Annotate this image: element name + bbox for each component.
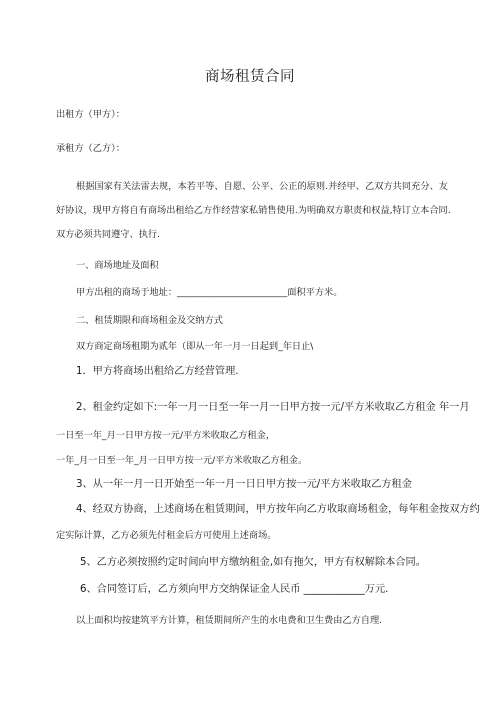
clause-2-line-2: 一日至一年_月一日甲方按一元/平方米收取乙方租金， [56,430,276,441]
clause-4-line-2: 定实际计算，乙方必须先付租金后方可使用上述商场。 [56,530,277,541]
clause-6: 6、合同签订后，乙方须向甲方交纳保证金人民币 ____________万元. [80,584,389,595]
clause-1: 1．甲方将商场出租给乙方经营管理. [76,366,239,377]
clause-2-line-3: 一年_月一日至一年_月一日甲方按一元/平方米收取乙方租金。 [56,455,308,466]
closing-note: 以上面积均按建筑平方计算，租赁期间所产生的水电费和卫生费由乙方自理. [76,615,383,626]
lessee-label: 承租方（乙方）： [56,143,125,154]
document-title: 商场租赁合同 [205,69,295,85]
clause-3: 3、从一年一月一日开始至一年一月一日日甲方按一元/平方米收取乙方租金 [76,479,412,490]
section-2-heading: 二、租赁期限和商场租金及交纳方式 [76,315,223,326]
section-2-text: 双方商定商场租期为贰年（即从一年一月一日起到_年日止\ [76,341,314,352]
intro-paragraph-line-1: 根据国家有关法雷去规，本若平等、自愿、公平、公正的原则.并经甲、乙双方共同充分、友 [76,181,448,192]
clause-4-line-1: 4、经双方协商，上述商场在租赁期间，甲方按年向乙方收取商场租金，每年租金按双方约 [76,504,480,515]
clause-5: 5、乙方必须按照约定时间向甲方缴纳租金,如有拖欠，甲方有权解除本合同。 [80,557,426,568]
intro-paragraph-line-2: 好协议，现甲方将自有商场出租给乙方作经营家私销售使用.为明确双方职责和权益,特订立本合同. [56,205,451,216]
intro-paragraph-line-3: 双方必须共同遵守、执行. [56,229,160,240]
section-1-heading: 一、商场地址及面积 [76,260,159,271]
clause-2-line-1: 2、租金约定如下:一年一月一日至一年一月一日甲方按一元/平方米收取乙方租金 年一月 [76,402,470,413]
section-1-text: 甲方出租的商场于地址：________________________面积平方米。 [76,287,343,298]
lessor-label: 出租方（甲方）： [56,109,125,120]
